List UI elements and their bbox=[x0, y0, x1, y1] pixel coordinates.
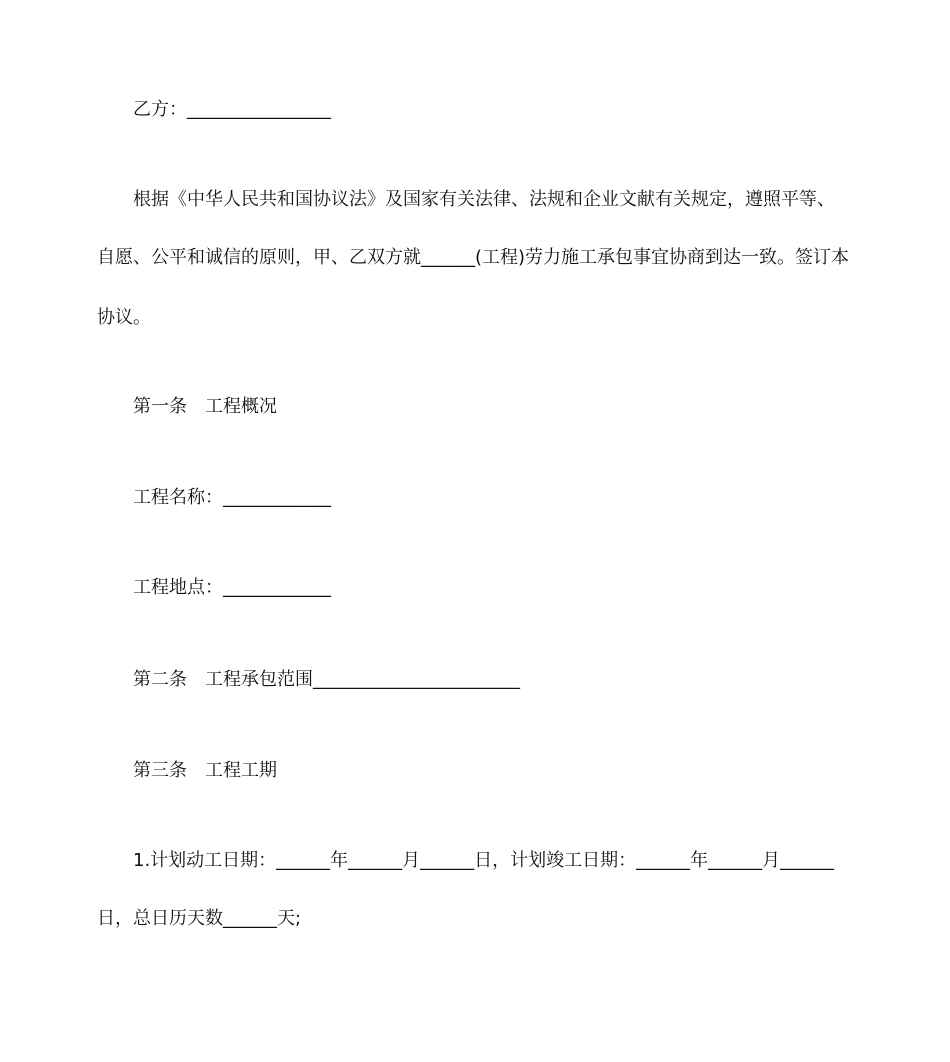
intro-paragraph-line-3: 协议。 bbox=[97, 307, 151, 328]
article-3-heading: 第三条 工程工期 bbox=[133, 760, 277, 781]
intro-paragraph-line-1: 根据《中华人民共和国协议法》及国家有关法律、法规和企业文献有关规定，遵照平等、 bbox=[133, 189, 835, 210]
party-b-line: 乙方：________________ bbox=[133, 99, 331, 120]
schedule-line-2: 日，总日历天数______天; bbox=[97, 908, 302, 929]
project-location-line: 工程地点：____________ bbox=[133, 577, 331, 598]
article-1-heading: 第一条 工程概况 bbox=[133, 396, 277, 417]
article-2-heading: 第二条 工程承包范围_______________________ bbox=[133, 669, 520, 690]
intro-paragraph-line-2: 自愿、公平和诚信的原则，甲、乙双方就______(工程)劳力施工承包事宜协商到达一致。签订本 bbox=[97, 247, 850, 268]
project-name-line: 工程名称：____________ bbox=[133, 487, 331, 508]
schedule-line-1: 1.计划动工日期：______年______月______日，计划竣工日期：______年______月______ bbox=[133, 850, 835, 871]
